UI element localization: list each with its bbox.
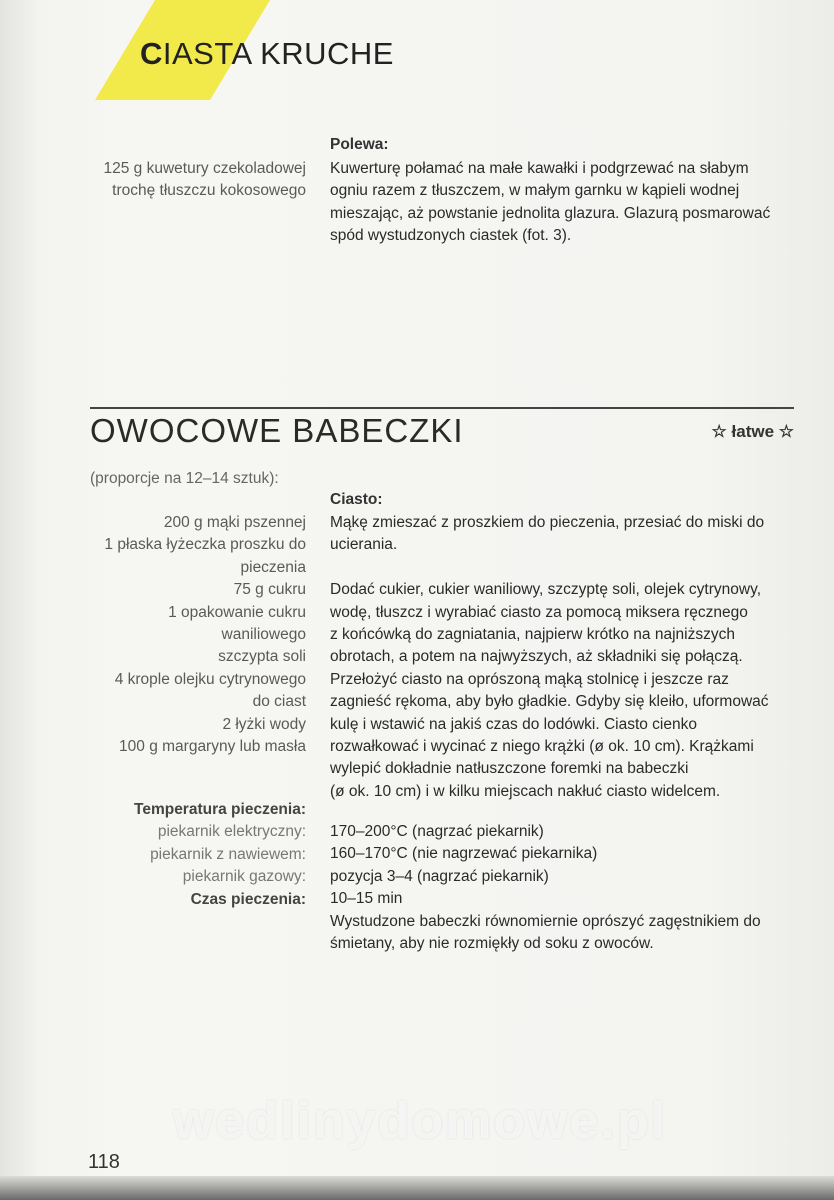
text-line: wylepić dokładnie natłuszczone foremki na babeczki xyxy=(330,760,689,778)
portions-note: (proporcje na 12–14 sztuk): xyxy=(90,470,279,487)
polewa-heading: Polewa: xyxy=(330,136,389,153)
text-line: ogniu razem z tłuszczem, w małym garnku w kąpieli wodnej xyxy=(330,182,740,200)
oven-fan-value: 160–170°C (nie nagrzewać piekarnika) xyxy=(330,845,598,863)
text-line: Mąkę zmieszać z proszkiem do pieczenia, przesiać do miski do xyxy=(330,514,765,531)
ingredient-line: szczypta soli xyxy=(218,648,306,666)
ingredient-line: pieczenia xyxy=(240,558,306,576)
ingredient-line: 200 g mąki pszennej xyxy=(163,514,306,531)
section-title-initial: C xyxy=(140,36,163,71)
text-line: z końcówką do zagniatania, najpierw krótko na najniższych xyxy=(330,626,735,644)
recipe-title: OWOCOWE BABECZKI xyxy=(90,412,464,449)
polewa-instructions xyxy=(330,158,800,248)
section-title-rest: IASTA KRUCHE xyxy=(162,36,394,71)
ingredient-line: 4 krople olejku cytrynowego xyxy=(114,670,306,688)
text-line: Przełożyć ciasto na oprószoną mąką stolnicę i jeszcze raz xyxy=(330,670,729,688)
ingredient-line: 100 g margaryny lub masła xyxy=(119,738,306,756)
baking-values xyxy=(330,821,800,955)
ingredient-line: waniliowego xyxy=(221,626,306,644)
oven-electric-label: piekarnik elektryczny: xyxy=(157,823,306,841)
difficulty-badge: ☆ łatwe ☆ xyxy=(711,422,794,441)
text-line: Kuwerturę połamać na małe kawałki i podgrzewać na słabym xyxy=(330,160,749,177)
page-number: 118 xyxy=(88,1151,120,1173)
text-line: zagnieść rękoma, aby było gładkie. Gdyby się kleiło, uformować xyxy=(330,693,769,711)
text-line: (ø ok. 10 cm) i w kilku miejscach nakłuć ciasto widelcem. xyxy=(330,782,721,800)
oven-gas-label: piekarnik gazowy: xyxy=(182,868,306,886)
ingredient-line: 75 g cukru xyxy=(233,581,306,599)
text-line: Dodać cukier, cukier waniliowy, szczyptę soli, olejek cytrynowy, xyxy=(330,581,761,599)
baking-labels xyxy=(70,799,306,911)
text-line: Wystudzone babeczki równomiernie oprószyć zagęstnikiem do xyxy=(330,912,761,930)
paragraph-gap xyxy=(330,557,800,579)
ingredient-line: 125 g kuwetury czekoladowej xyxy=(103,160,306,177)
text-line: rozwałkować i wycinać z niego krążki (ø ok. 10 cm). Krążkami xyxy=(330,738,754,756)
text-line: śmietany, aby nie rozmiękły od soku z owoców. xyxy=(330,935,654,953)
text-line: ucierania. xyxy=(330,536,398,554)
text-line: wodę, tłuszcz i wyrabiać ciasto za pomocą miksera ręcznego xyxy=(330,603,748,621)
oven-electric-value: 170–200°C (nagrzać piekarnik) xyxy=(330,823,544,840)
ingredient-line: 1 opakowanie cukru xyxy=(168,603,306,621)
text-line: kulę i wstawić na jakiś czas do lodówki. Ciasto cienko xyxy=(330,715,697,733)
text-line: spód wystudzonych ciastek (fot. 3). xyxy=(330,227,572,245)
baking-time-label: Czas pieczenia: xyxy=(190,890,306,908)
text-line: mieszając, aż powstanie jednolita glazura. Glazurą posmarować xyxy=(330,204,771,222)
text-line: obrotach, a potem na najwyższych, aż składniki się połączą. xyxy=(330,648,743,666)
baking-time-value: 10–15 min xyxy=(330,890,403,908)
page-bottom-edge xyxy=(0,1176,834,1200)
dough-heading: Ciasto: xyxy=(330,491,383,508)
ingredient-line: 1 płaska łyżeczka proszku do xyxy=(104,536,306,554)
ingredient-line: do ciast xyxy=(252,693,306,711)
dough-instructions xyxy=(330,512,800,803)
section-title xyxy=(140,34,394,74)
recipe-ingredients xyxy=(70,512,306,758)
oven-gas-value: pozycja 3–4 (nagrzać piekarnik) xyxy=(330,867,549,885)
ingredient-line: 2 łyżki wody xyxy=(222,715,306,733)
oven-fan-label: piekarnik z nawiewem: xyxy=(150,845,306,863)
ingredient-line: trochę tłuszczu kokosowego xyxy=(112,182,306,200)
temperature-heading: Temperatura pieczenia: xyxy=(134,801,306,818)
polewa-ingredients xyxy=(70,158,306,203)
watermark: wedlinydomowe.pl xyxy=(172,1092,668,1150)
